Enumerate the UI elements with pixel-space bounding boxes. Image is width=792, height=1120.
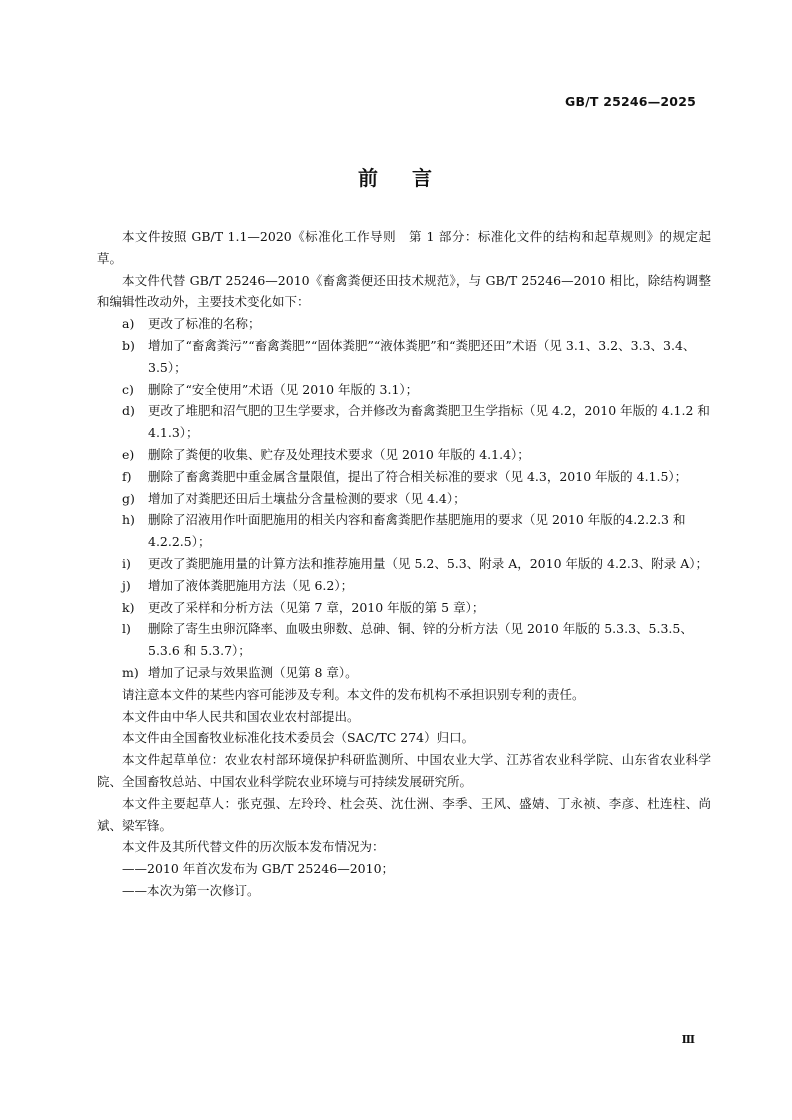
foreword-body bbox=[97, 226, 711, 902]
list-item bbox=[122, 488, 711, 510]
list-item-label: i) bbox=[122, 555, 131, 571]
list-item bbox=[122, 444, 711, 466]
list-item-label: m) bbox=[122, 664, 139, 680]
list-item-text: 删除了沼液用作叶面肥施用的相关内容和畜禽粪肥作基肥施用的要求（见 2010 年版的4.2.2.3 和 4.2.2.5）； bbox=[148, 512, 686, 550]
list-item-text: 更改了堆肥和沼气肥的卫生学要求，合并修改为畜禽粪肥卫生学指标（见 4.2，2010 年版的 4.1.2 和 4.1.3）； bbox=[148, 403, 710, 441]
page-number: Ⅲ bbox=[681, 1033, 695, 1046]
paragraph-patent-notice: 请注意本文件的某些内容可能涉及专利。本文件的发布机构不承担识别专利的责任。 bbox=[122, 686, 585, 702]
paragraph-version-history: 本文件及其所代替文件的历次版本发布情况为： bbox=[122, 839, 385, 855]
list-item-label: f) bbox=[122, 468, 132, 484]
page-title bbox=[0, 162, 792, 191]
list-item-text: 更改了采样和分析方法（见第 7 章，2010 年版的第 5 章）； bbox=[148, 599, 485, 615]
standard-number: GB/T 25246—2025 bbox=[564, 94, 696, 109]
list-item bbox=[122, 313, 711, 335]
list-item bbox=[122, 618, 711, 662]
list-item bbox=[122, 509, 711, 553]
paragraph-drafting-units: 本文件起草单位：农业农村部环境保护科研监测所、中国农业大学、江苏省农业科学院、山东省农业科学院、全国畜牧总站、中国农业科学院农业环境与可持续发展研究所。 bbox=[97, 752, 711, 789]
list-item-text: 删除了寄生虫卵沉降率、血吸虫卵数、总砷、铜、锌的分析方法（见 2010 年版的 5.3.3、5.3.5、5.3.6 和 5.3.7）； bbox=[148, 621, 693, 659]
list-item-label: j) bbox=[122, 577, 131, 593]
list-item-label: l) bbox=[122, 621, 131, 637]
list-item bbox=[122, 466, 711, 488]
title-char-1: 前 bbox=[358, 166, 380, 190]
list-item-text: 增加了记录与效果监测（见第 8 章）。 bbox=[148, 664, 358, 680]
paragraph-committee: 本文件由全国畜牧业标准化技术委员会（SAC/TC 274）归口。 bbox=[122, 730, 475, 746]
title-char-2: 言 bbox=[412, 166, 434, 190]
list-item-text: 增加了“畜禽粪污”“畜禽粪肥”“固体粪肥”“液体粪肥”和“粪肥还田”术语（见 3.1、3.2、3.3、3.4、3.5）； bbox=[148, 337, 696, 375]
list-item-text: 更改了粪肥施用量的计算方法和推荐施用量（见 5.2、5.3、附录 A，2010 年版的 4.2.3、附录 A）； bbox=[148, 555, 709, 571]
paragraph-drafters: 本文件主要起草人：张克强、左玲玲、杜会英、沈仕洲、李季、王风、盛婧、丁永祯、李彦、杜连柱、尚斌、梁军锋。 bbox=[97, 795, 711, 833]
list-item-label: d) bbox=[122, 403, 135, 419]
list-item-label: g) bbox=[122, 490, 135, 506]
list-item-label: e) bbox=[122, 446, 135, 462]
list-item bbox=[122, 597, 711, 619]
list-item-text: 删除了“安全使用”术语（见 2010 年版的 3.1）； bbox=[148, 381, 419, 397]
list-item-text: 删除了畜禽粪肥中重金属含量限值，提出了符合相关标准的要求（见 4.3，2010 年版的 4.1.5）； bbox=[148, 468, 688, 484]
version-history-item: ——2010 年首次发布为 GB/T 25246—2010； bbox=[122, 861, 395, 877]
list-item-label: h) bbox=[122, 512, 135, 528]
list-item bbox=[122, 553, 711, 575]
list-item bbox=[122, 575, 711, 597]
list-item bbox=[122, 662, 711, 684]
paragraph-drafting-rules: 本文件按照 GB/T 1.1—2020《标准化工作导则 第 1 部分：标准化文件的结构和起草规则》的规定起草。 bbox=[97, 229, 711, 266]
list-item-label: c) bbox=[122, 381, 134, 397]
list-item-text: 更改了标准的名称； bbox=[148, 316, 261, 332]
list-item-label: a) bbox=[122, 316, 135, 332]
paragraph-proposer: 本文件由中华人民共和国农业农村部提出。 bbox=[122, 708, 360, 724]
list-item bbox=[122, 379, 711, 401]
list-item-text: 增加了液体粪肥施用方法（见 6.2）； bbox=[148, 577, 354, 593]
paragraph-replacement: 本文件代替 GB/T 25246—2010《畜禽粪便还田技术规范》，与 GB/T 25246—2010 相比，除结构调整和编辑性改动外，主要技术变化如下： bbox=[97, 272, 711, 310]
list-item-text: 删除了粪便的收集、贮存及处理技术要求（见 2010 年版的 4.1.4）； bbox=[148, 446, 530, 462]
list-item bbox=[122, 400, 711, 444]
version-history-item: ——本次为第一次修订。 bbox=[122, 882, 260, 898]
list-item-label: b) bbox=[122, 337, 135, 353]
technical-changes-list bbox=[97, 313, 711, 684]
list-item-label: k) bbox=[122, 599, 135, 615]
list-item bbox=[122, 335, 711, 379]
list-item-text: 增加了对粪肥还田后土壤盐分含量检测的要求（见 4.4）； bbox=[148, 490, 466, 506]
